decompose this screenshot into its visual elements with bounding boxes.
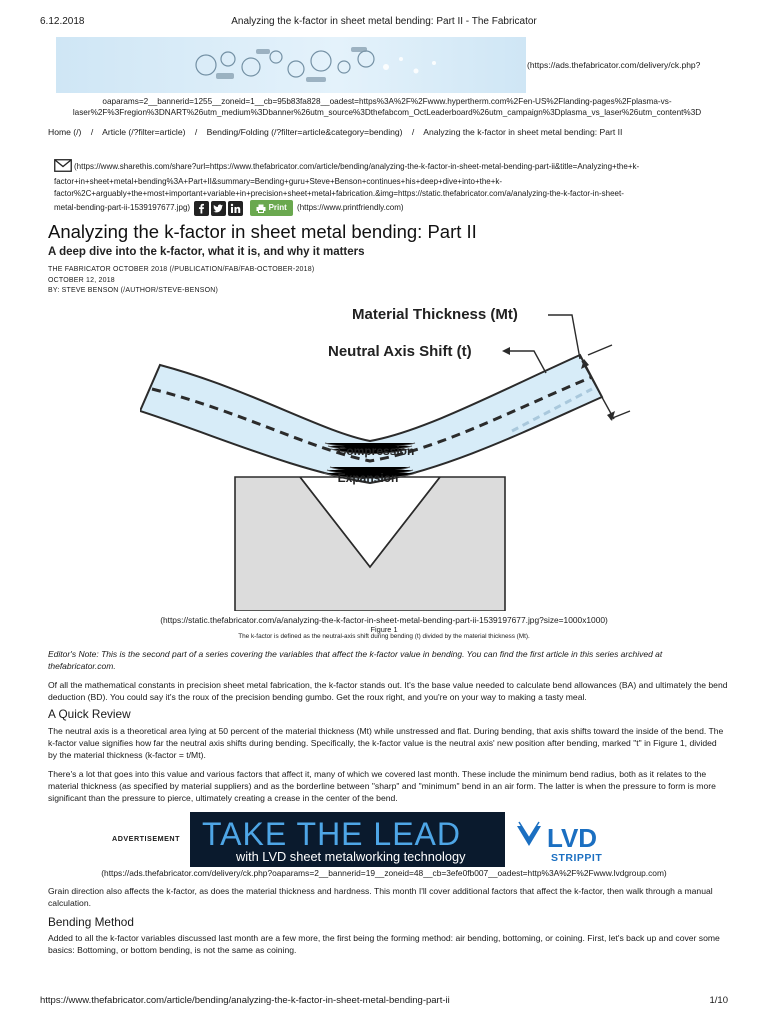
share-block xyxy=(54,159,724,216)
article-title: Analyzing the k-factor in sheet metal bending: Part II xyxy=(48,221,477,242)
material-thickness-label: Material Thickness (Mt) xyxy=(352,306,518,323)
article-meta xyxy=(48,265,314,297)
share-link-line-1[interactable]: (https://www.sharethis.com/share?url=https://www.thefabricator.com/article/bending/analyzing-the-k-factor-in-sheet-metal-bending-part-ii&title=Analyzing+the+k- xyxy=(74,162,640,171)
facebook-icon[interactable] xyxy=(194,201,209,216)
banner-ad-image[interactable] xyxy=(56,37,526,93)
ad-subline: with LVD sheet metalworking technology xyxy=(236,849,466,864)
figure-1 xyxy=(140,299,635,611)
compression-label: Compression xyxy=(337,444,415,458)
strippit-logo-text: STRIPPIT xyxy=(551,852,603,864)
section-heading-quick-review: A Quick Review xyxy=(48,707,131,721)
metal-sheet xyxy=(140,355,602,483)
breadcrumb-bending[interactable]: Bending/Folding (/?filter=article&category=bending) xyxy=(206,127,403,137)
figure-image-link[interactable]: (https://static.thefabricator.com/a/analyzing-the-k-factor-in-sheet-metal-bending-part-ii-1539197677.jpg?size=1000x1000) xyxy=(160,615,608,625)
email-share-icon[interactable] xyxy=(54,159,72,176)
intro-paragraph: Of all the mathematical constants in precision sheet metal fabrication, the k-factor stands out. It's the base value needed to calculate bend allowances (BA) and ultimately the bend deduction (BD). You could say it's the roux of the precision bending gumbo. Get the roux right, and you're on your way to making a tasty meal. xyxy=(48,680,728,703)
banner-ad-params[interactable] xyxy=(36,96,738,118)
lvd-logo-text: LVD xyxy=(547,823,598,853)
neutral-axis-shift-label: Neutral Axis Shift (t) xyxy=(328,343,472,360)
print-button-label: Print xyxy=(268,203,287,212)
banner-params-line-1: oaparams=2__bannerid=1255__zoneid=1__cb=95b83fa828__oadest=https%3A%2F%2Fwww.hypertherm.com%2Fen-US%2Flanding-pages%2Fplasma-vs- xyxy=(102,97,672,106)
publish-date: OCTOBER 12, 2018 xyxy=(48,276,115,284)
k-factor-diagram xyxy=(140,299,635,611)
share-link-line-4[interactable]: metal-bending-part-ii-1539197677.jpg) xyxy=(54,203,191,213)
print-title: Analyzing the k-factor in sheet metal bending: Part II - The Fabricator xyxy=(231,16,537,27)
editor-note: Editor's Note: This is the second part of a series covering the variables that affect the k-factor value in bending. You can find the first article in this series archived at thefabricator.com. xyxy=(48,649,663,671)
lvd-logo-graphic xyxy=(515,820,645,864)
breadcrumb-article[interactable]: Article (/?filter=article) xyxy=(102,127,186,137)
social-share-icons xyxy=(194,201,243,216)
grain-direction-paragraph: Grain direction also affects the k-factor, as does the material thickness and hardness. This month I'll cover additional factors that affect the k-factor, then walk through a manual calculation. xyxy=(48,886,713,909)
expansion-label: Expansion xyxy=(337,471,399,485)
breadcrumb-current: Analyzing the k-factor in sheet metal bending: Part II xyxy=(423,127,623,137)
bending-method-paragraph: Added to all the k-factor variables discussed last month are a few more, the first being the forming method: air bending, bottoming, or coining. First, let's back up and cover some basics: Bottoming, or bottom bending, is not the same as coining. xyxy=(48,933,720,956)
breadcrumb xyxy=(48,127,622,137)
quick-review-paragraph-2: There's a lot that goes into this value and various factors that affect it, many of which we covered last month. These include the minimum bend radius, both as it relates to the material thickness (as specified by material suppliers) and as the borderline between "sharp" and "minimum" bend in an air form. The latter is when the pressure to form is more significant than the pressure to pierce, ultimately creating a crease in the center of the bend. xyxy=(48,769,716,804)
thickness-leader xyxy=(548,315,580,359)
twitter-icon[interactable] xyxy=(211,201,226,216)
advertisement-label: ADVERTISEMENT xyxy=(112,834,180,843)
breadcrumb-separator: / xyxy=(411,127,415,137)
print-date: 6.12.2018 xyxy=(40,16,85,27)
figure-caption: The k-factor is defined as the neutral-axis shift during bending (t) divided by the material thickness (Mt). xyxy=(238,633,530,640)
quick-review-paragraph-1: The neutral axis is a theoretical area lying at 50 percent of the material thickness (Mt) while unstressed and flat. During bending, that axis shifts toward the inside of the bend. The k-factor value signifies how far the neutral axis shifts during bending. Specifically, the k-factor value is the neutral axis' new position after bending, marked "t" in Figure 1, divided by the material thickness (k-factor = t/Mt). xyxy=(48,726,724,761)
print-header xyxy=(40,16,728,30)
print-friendly-link[interactable]: (https://www.printfriendly.com) xyxy=(297,203,404,213)
article-subtitle: A deep dive into the k-factor, what it is, and why it matters xyxy=(48,246,365,258)
breadcrumb-separator: / xyxy=(90,127,94,137)
banner-params-line-2: laser%2F%3Fregion%3DNART%26utm_medium%3Dbanner%26utm_source%3Dthefabcom_OctLeaderboard%26utm_campaign%3Dplasma_vs_laser%26utm_content%3D xyxy=(72,108,702,118)
author-link[interactable]: BY: STEVE BENSON (/AUTHOR/STEVE-BENSON) xyxy=(48,287,218,294)
linkedin-icon[interactable] xyxy=(228,201,243,216)
share-link-line-3[interactable]: factor%2C+arguably+the+most+important+variable+in+precision+sheet+metal+fabrication.&img=https://static.thefabricator.com/a/analyzing-the-k-factor-in-sheet- xyxy=(54,189,624,198)
share-link-line-2[interactable]: factor+in+sheet+metal+bending%3A+Part+II&summary=Bending+guru+Steve+Benson+continues+his+deep+dive+into+the+k- xyxy=(54,177,503,186)
print-button[interactable] xyxy=(250,200,293,216)
lvd-ad-banner[interactable] xyxy=(190,812,505,867)
banner-ad-graphic xyxy=(56,37,526,93)
publication-link[interactable]: THE FABRICATOR OCTOBER 2018 (/PUBLICATION/FAB/FAB-OCTOBER-2018) xyxy=(48,266,315,273)
banner-ad-link[interactable]: (https://ads.thefabricator.com/delivery/ck.php? xyxy=(527,60,701,70)
printer-icon xyxy=(256,204,266,213)
lvd-logo[interactable] xyxy=(515,820,645,864)
breadcrumb-separator: / xyxy=(194,127,198,137)
shift-leader xyxy=(506,351,546,373)
v-die xyxy=(235,477,505,611)
footer-url: https://www.thefabricator.com/article/bending/analyzing-the-k-factor-in-sheet-metal-bending-part-ii xyxy=(40,995,450,1006)
section-heading-bending-method: Bending Method xyxy=(48,915,134,929)
ad-headline: TAKE THE LEAD xyxy=(202,816,461,852)
figure-label: Figure 1 xyxy=(370,625,398,634)
lvd-ad-link[interactable]: (https://ads.thefabricator.com/delivery/ck.php?oaparams=2__bannerid=19__zoneid=48__cb=3efe0fb007__oadest=http%3A%2F%2Fwww.lvdgroup.com) xyxy=(101,868,667,878)
breadcrumb-home[interactable]: Home (/) xyxy=(48,127,82,137)
page-number: 1/10 xyxy=(709,995,728,1006)
